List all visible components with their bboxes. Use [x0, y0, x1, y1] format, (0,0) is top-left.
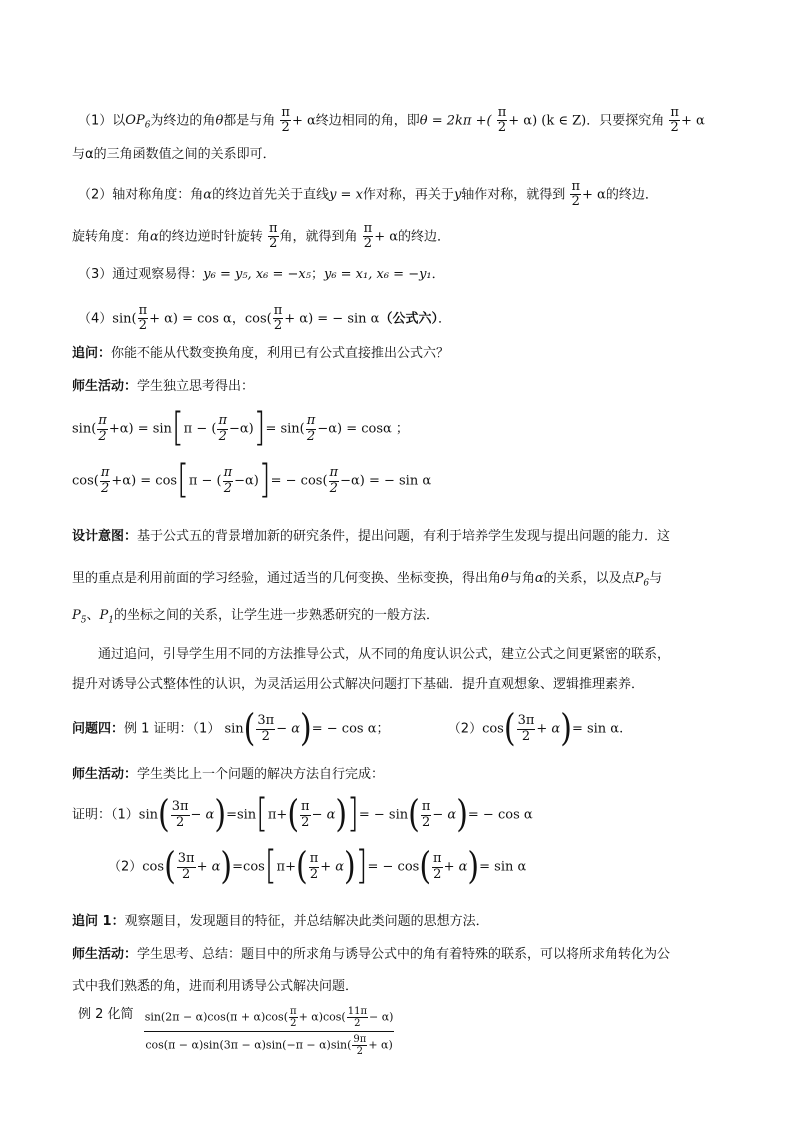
text: 观察题目，发现题目的特征，并总结解决此类问题的思想方法． — [124, 914, 489, 929]
expr: π − ( — [188, 473, 222, 489]
part2-line — [78, 180, 658, 210]
expr: + α) = − sin α — [284, 311, 380, 327]
label: 师生活动： — [72, 947, 138, 962]
expr: −α) = − sin α — [340, 473, 432, 489]
paren-open: ( — [287, 792, 300, 837]
proof-1 — [72, 791, 533, 838]
text: （2） — [447, 721, 483, 737]
activity-3-line1 — [72, 948, 670, 961]
bracket-close: ] — [355, 843, 368, 890]
paren-close: ) — [300, 706, 312, 751]
expr: π+ — [267, 807, 288, 823]
proof-2 — [108, 843, 527, 890]
expr: = sin α — [479, 859, 527, 875]
text: ．只要探究角 — [586, 113, 665, 129]
activity-3-line2: 式中我们熟悉的角，进而利用诱导公式解决问题． — [72, 979, 359, 994]
expr: = sin( — [265, 421, 305, 437]
expr: + α) — [508, 113, 538, 129]
expr: cos( — [244, 311, 272, 327]
paren-close: ) — [560, 706, 572, 751]
expr: + α) = cos α — [149, 311, 232, 327]
text: 轴作对称，就得到 — [461, 187, 566, 203]
expr-sin: sin — [224, 721, 244, 737]
text: 终边相同的角，即 — [315, 113, 420, 129]
paren-close: ) — [220, 844, 233, 889]
paren-open: ( — [419, 844, 432, 889]
design-intent-line2 — [72, 572, 662, 589]
part4-line — [78, 304, 451, 334]
derivation-cos — [72, 457, 432, 504]
expr-cos: cos — [482, 721, 504, 737]
text: ， — [231, 311, 245, 327]
paren-close: ) — [214, 792, 227, 837]
expr: + α — [680, 113, 705, 129]
text: 与 — [649, 571, 663, 586]
label: 师生活动： — [72, 767, 138, 782]
question-four — [72, 706, 624, 751]
fraction-pi-over-2: $\frac{\pi}{2}$ — [281, 105, 290, 136]
expr: − α — [276, 721, 301, 737]
bracket-open: [ — [256, 791, 268, 838]
label: 师生活动： — [72, 379, 138, 394]
expr: sin — [138, 807, 158, 823]
paren-open: ( — [157, 792, 170, 837]
fraction-pi-over-2: $\frac{\pi}{2}$ — [571, 179, 580, 210]
example-2-denominator: cos(π − α)sin(3π − α)sin(−π − α)sin( $\frac{9\pi}{2}$ + α) — [145, 1034, 393, 1057]
part1-line1 — [78, 106, 705, 136]
fraction-pi-over-2: $\frac{\pi}{2}$ — [433, 851, 442, 882]
label: 例 2 化简 — [78, 1007, 134, 1022]
alpha: α — [203, 187, 213, 203]
paren-open: ( — [295, 844, 308, 889]
expr: + α — [443, 859, 468, 875]
text: （3）通过观察易得： — [78, 267, 204, 282]
fraction-pi-over-2: $\frac{\pi}{2}$ — [223, 465, 233, 496]
part3-line — [78, 268, 445, 281]
paren-open: ( — [164, 844, 176, 889]
fraction-pi-over-2: $\frac{\pi}{2}$ — [309, 851, 319, 882]
expr: + α — [582, 187, 606, 203]
expr: y = x — [329, 187, 363, 203]
paren-close: ) — [467, 844, 480, 889]
expr: = − sin — [358, 807, 409, 823]
derivation-sin — [72, 405, 409, 452]
point-p6: $P_6$ — [634, 571, 650, 589]
expr: = − cos( — [270, 473, 328, 489]
expr: − α — [190, 807, 215, 823]
text: 为终边的角 — [150, 113, 216, 129]
expr: sin( — [112, 311, 137, 327]
text: 的终边首先关于直线 — [212, 187, 330, 203]
paren-close: ) — [344, 844, 356, 889]
fraction-pi-over-2: $\frac{\pi}{2}$ — [273, 303, 283, 334]
op-label: $OP_6$ — [125, 113, 151, 131]
expr: =sin — [226, 807, 257, 823]
point-p1: $P_1$ — [99, 608, 114, 626]
paren-close: ) — [335, 792, 348, 837]
paren-open: ( — [243, 706, 256, 751]
text: （2） — [108, 859, 143, 875]
expr: − α — [432, 807, 457, 823]
fraction-pi-over-2: $\frac{\pi}{2}$ — [138, 303, 148, 334]
followup-1 — [72, 915, 489, 928]
fraction-pi-over-2: $\frac{\pi}{2}$ — [363, 221, 373, 252]
fraction-3pi-over-2: $\frac{3\pi}{2}$ — [171, 799, 189, 830]
expr: cos — [142, 859, 165, 875]
fraction-3pi-over-2: $\frac{3\pi}{2}$ — [257, 713, 275, 744]
fraction-pi-over-2: $\frac{\pi}{2}$ — [301, 799, 310, 830]
design-intent-line1 — [72, 530, 670, 543]
fraction-pi-over-2: $\frac{\pi}{2}$ — [329, 465, 339, 496]
expr: + α — [320, 859, 345, 875]
text: ； — [310, 267, 324, 282]
expr: cos( — [72, 473, 99, 489]
expr: y₆ = x₁, x₆ = −y₁ — [323, 267, 432, 282]
text: 的坐标之间的关系，让学生进一步熟悉研究的一般方法． — [113, 608, 439, 623]
condition: (k ∈ Z) — [541, 113, 587, 129]
bracket-open: [ — [264, 843, 277, 890]
theta: θ — [215, 113, 224, 129]
text: 你能不能从代数变换角度，利用已有公式直接推出公式六？ — [111, 346, 450, 361]
label: 问题四： — [72, 721, 125, 737]
text: 的关系，以及点 — [543, 571, 635, 586]
paren-open: ( — [408, 792, 420, 837]
text: 角，就得到角 — [279, 229, 358, 245]
fraction-pi-over-2: $\frac{\pi}{2}$ — [98, 413, 107, 444]
paragraph-line2: 提升对诱导公式整体性的认识，为灵活运用公式解决问题打下基础．提升直观想象、逻辑推理素养． — [72, 677, 645, 692]
fraction-pi-over-2: $\frac{\pi}{2}$ — [497, 105, 507, 136]
bracket-close: ] — [347, 791, 359, 838]
bracket-open: [ — [177, 457, 189, 504]
fraction-pi-over-2: $\frac{\pi}{2}$ — [670, 105, 679, 136]
expr: y — [453, 187, 462, 203]
bracket-close: ] — [258, 457, 271, 504]
alpha: α — [150, 229, 159, 245]
text: 作对称，再关于 — [362, 187, 454, 203]
rotation-line — [72, 222, 450, 252]
text: ； — [376, 721, 390, 737]
text: （2）轴对称角度：角 — [78, 187, 204, 203]
text: 基于公式五的背景增加新的研究条件，提出问题，有利于培养学生发现与提出问题的能力．这 — [137, 529, 671, 544]
expr: = − cos — [367, 859, 420, 875]
text: 学生独立思考得出： — [137, 379, 255, 394]
activity-2 — [72, 768, 384, 781]
text: （1）以 — [78, 113, 126, 129]
text: 例 1 证明：（1） — [124, 721, 221, 737]
label: 设计意图： — [72, 529, 138, 544]
example-2 — [78, 1006, 395, 1057]
expr: −α) = cosα ； — [317, 421, 409, 437]
followup-question — [72, 347, 449, 360]
expr: y₆ = y₅, x₆ = −x₅ — [203, 267, 311, 282]
label: 追问 1： — [72, 914, 125, 929]
activity-1 — [72, 380, 254, 393]
paren-open: ( — [503, 706, 516, 751]
expr: π − ( — [183, 421, 217, 437]
paragraph-line1: 通过追问，引导学生用不同的方法推导公式，从不同的角度认识公式，建立公式之间更紧密的联系， — [98, 647, 671, 662]
formula-tag: （公式六） — [379, 311, 438, 327]
expr: = − cos α — [311, 721, 377, 737]
fraction-3pi-over-2: $\frac{3\pi}{2}$ — [177, 851, 195, 882]
design-intent-line3 — [72, 609, 439, 626]
text: 学生类比上一个问题的解决方法自行完成： — [137, 767, 385, 782]
part1-line2: 与α的三角函数值之间的关系即可． — [72, 147, 276, 162]
text: 都是与角 — [223, 113, 276, 129]
text: 、 — [86, 608, 100, 623]
fraction-pi-over-2: $\frac{\pi}{2}$ — [268, 221, 278, 252]
text: 的终边． — [398, 229, 451, 245]
alpha: α — [534, 571, 544, 586]
text: 的终边． — [605, 187, 658, 203]
text: 的终边逆时针旋转 — [158, 229, 263, 245]
theta: θ — [501, 571, 509, 586]
text: 学生思考、总结：题目中的所求角与诱导公式中的角有着特殊的联系，可以将所求角转化为公 — [137, 947, 671, 962]
label: 追问： — [72, 346, 112, 361]
expr: =cos — [232, 859, 265, 875]
text: 证明：（1） — [72, 807, 139, 823]
fraction-pi-over-2: $\frac{\pi}{2}$ — [218, 413, 227, 444]
text: ． — [431, 267, 445, 282]
text: 旋转角度：角 — [72, 229, 151, 245]
expr: +α) = sin — [108, 421, 172, 437]
fraction-pi-over-2: $\frac{\pi}{2}$ — [421, 799, 431, 830]
text: （4） — [78, 311, 113, 327]
fraction-3pi-over-2: $\frac{3\pi}{2}$ — [517, 713, 535, 744]
expr: −α) — [234, 473, 259, 489]
point-p5: $P_5$ — [72, 608, 87, 626]
expr: + α — [536, 721, 561, 737]
expr: π+ — [276, 859, 296, 875]
expr: θ = 2kπ +( — [419, 113, 492, 129]
example-2-fraction — [144, 1006, 395, 1057]
example-2-numerator: sin(2π − α)cos(π + α)cos( $\frac{\pi}{2}$ + α)cos( $\frac{11\pi}{2}$ − α) — [144, 1006, 395, 1032]
expr: sin( — [72, 421, 97, 437]
fraction-pi-over-2: $\frac{\pi}{2}$ — [306, 413, 316, 444]
expr: − α — [311, 807, 336, 823]
fraction-pi-over-2: $\frac{\pi}{2}$ — [100, 465, 110, 496]
expr: +α) = cos — [111, 473, 178, 489]
paren-close: ) — [456, 792, 468, 837]
bracket-close: ] — [253, 405, 266, 452]
text: 与角 — [508, 571, 535, 586]
expr: −α) — [228, 421, 254, 437]
expr: + α — [196, 859, 221, 875]
expr: + α — [291, 113, 316, 129]
expr: = sin α. — [571, 721, 624, 737]
text: ． — [437, 311, 451, 327]
bracket-open: [ — [171, 405, 184, 452]
expr: = − cos α — [467, 807, 533, 823]
expr: + α — [374, 229, 399, 245]
text: 里的重点是利用前面的学习经验，通过适当的几何变换、坐标变换，得出角 — [72, 571, 502, 586]
